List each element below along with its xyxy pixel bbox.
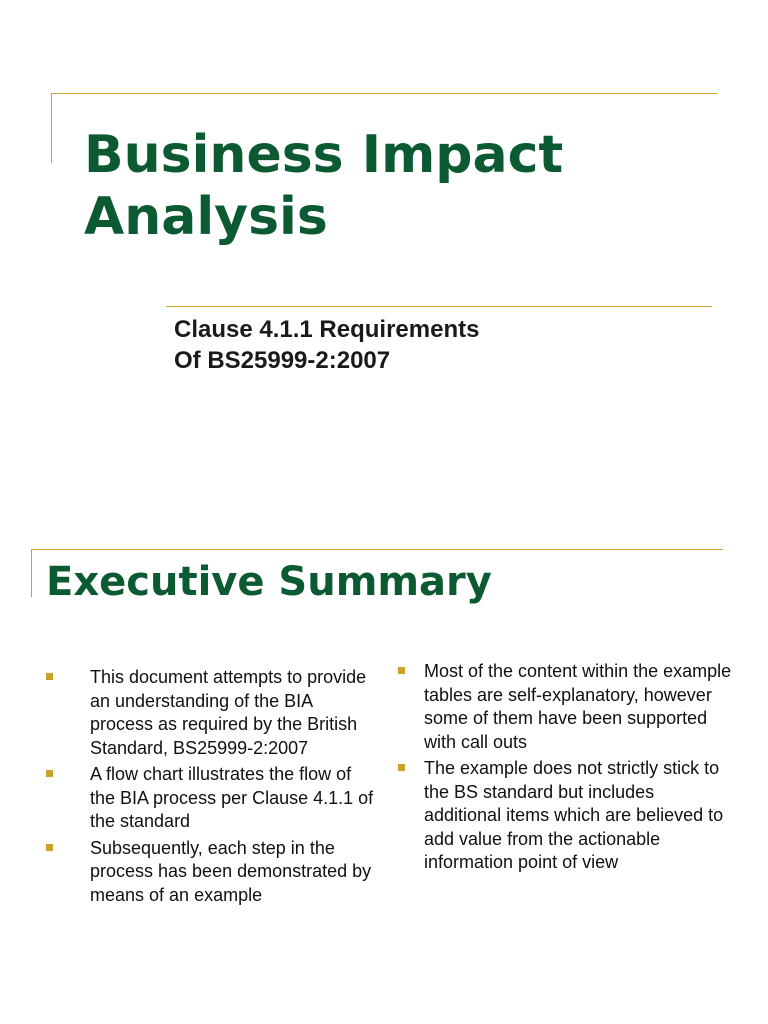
title-line-2: Analysis	[84, 187, 328, 247]
square-bullet-icon	[46, 673, 53, 680]
square-bullet-icon	[46, 770, 53, 777]
list-item	[44, 837, 374, 908]
square-bullet-icon	[46, 844, 53, 851]
bullet-text: Subsequently, each step in the process has been demonstrated by means of an example	[90, 837, 372, 905]
subtitle	[174, 314, 694, 376]
subtitle-top-rule	[166, 306, 712, 307]
slide-title-top-rule	[51, 93, 717, 94]
bullet-text: This document attempts to provide an understanding of the BIA process as required by the British Standard, BS25999-2:2007	[90, 667, 367, 758]
bullet-text: A flow chart illustrates the flow of the BIA process per Clause 4.1.1 of the standard	[90, 764, 374, 831]
subtitle-line-2: Of BS25999-2:2007	[174, 347, 391, 374]
section-title: Executive Summary	[46, 559, 492, 605]
section-top-rule	[31, 549, 723, 550]
title-line-1: Business Impact	[84, 125, 564, 185]
subtitle-line-1: Clause 4.1.1 Requirements	[174, 316, 480, 343]
square-bullet-icon	[398, 667, 405, 674]
slide-title-left-rule	[51, 93, 52, 163]
list-item	[44, 666, 374, 760]
square-bullet-icon	[398, 764, 405, 771]
list-item	[396, 757, 736, 875]
list-item	[396, 660, 736, 754]
left-bullet-list	[44, 666, 374, 910]
right-bullet-list	[396, 660, 736, 878]
bullet-text: Most of the content within the example tables are self-explanatory, however some of them have been supported with call outs	[424, 661, 732, 752]
list-item	[44, 763, 374, 834]
section-left-rule	[31, 549, 32, 597]
bullet-text: The example does not strictly stick to the BS standard but includes additional items which are believed to add value from the actionable information point of view	[424, 758, 724, 872]
page-title	[84, 124, 724, 248]
